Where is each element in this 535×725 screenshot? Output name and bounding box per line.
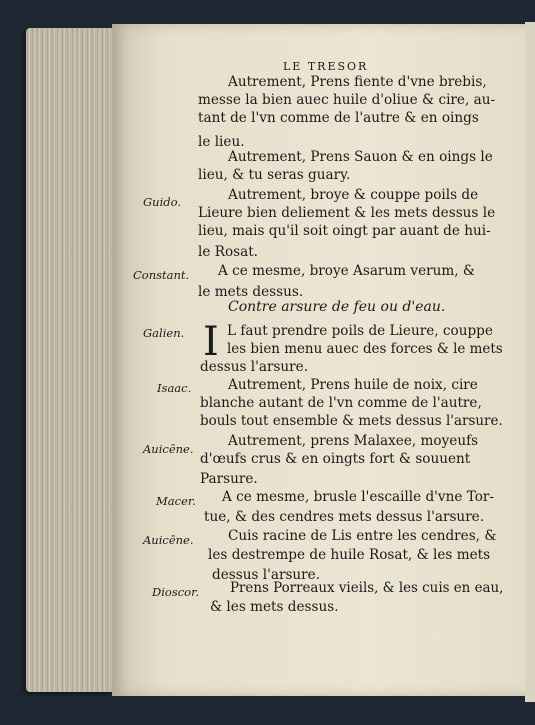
text-line: Autrement, prens Malaxee, moyeufs	[228, 433, 479, 449]
drop-capital: I	[203, 319, 219, 365]
section-heading: Contre arsure de feu ou d'eau.	[228, 299, 446, 315]
margin-note: Auicēne.	[143, 442, 194, 456]
text-line: le lieu.	[198, 134, 245, 150]
text-line: blanche autant de l'vn comme de l'autre,	[200, 395, 482, 411]
text-line: Autrement, broye & couppe poils de	[228, 187, 479, 203]
text-line: lieu, mais qu'il soit oingt par auant de hui-	[198, 223, 491, 239]
text-line: les bien menu auec des forces & le mets	[227, 341, 503, 357]
text-line: le mets dessus.	[198, 284, 304, 300]
facing-page-edge	[525, 22, 535, 702]
running-header: LE TRESOR	[283, 60, 369, 73]
margin-note: Guido.	[143, 195, 182, 209]
margin-note: Isaac.	[157, 381, 192, 395]
text-line: dessus l'arsure.	[212, 567, 321, 583]
margin-note: Constant.	[133, 268, 190, 282]
text-line: dessus l'arsure.	[200, 359, 309, 375]
text-line: Lieure bien deliement & les mets dessus le	[198, 205, 496, 221]
text-line: A ce mesme, broye Asarum verum, &	[218, 263, 476, 279]
margin-note: Auicēne.	[143, 533, 194, 547]
margin-note: Dioscor.	[152, 585, 199, 599]
margin-note: Galien.	[143, 326, 185, 340]
text-line: les destrempe de huile Rosat, & les mets	[208, 547, 491, 563]
text-line: L faut prendre poils de Lieure, couppe	[227, 323, 493, 339]
text-line: tue, & des cendres mets dessus l'arsure.	[204, 509, 485, 525]
text-line: & les mets dessus.	[210, 599, 339, 615]
text-line: Autrement, Prens Sauon & en oings le	[228, 149, 493, 165]
margin-note: Macer.	[156, 494, 196, 508]
text-line: d'œufs crus & en oingts fort & souuent	[200, 451, 471, 467]
page-edges	[26, 28, 114, 692]
text-line: lieu, & tu seras guary.	[198, 167, 351, 183]
text-line: Cuis racine de Lis entre les cendres, &	[228, 528, 497, 544]
text-line: tant de l'vn comme de l'autre & en oings	[198, 110, 479, 126]
text-line: bouls tout ensemble & mets dessus l'arsure.	[200, 413, 503, 429]
text-line: Autrement, Prens fiente d'vne brebis,	[228, 74, 487, 90]
text-line: Prens Porreaux vieils, & les cuis en eau,	[230, 580, 504, 596]
text-line: Parsure.	[200, 471, 258, 487]
text-line: le Rosat.	[198, 244, 258, 260]
text-line: messe la bien auec huile d'oliue & cire, au-	[198, 92, 496, 108]
text-line: Autrement, Prens huile de noix, cire	[228, 377, 478, 393]
text-line: A ce mesme, brusle l'escaille d'vne Tor-	[222, 489, 495, 505]
